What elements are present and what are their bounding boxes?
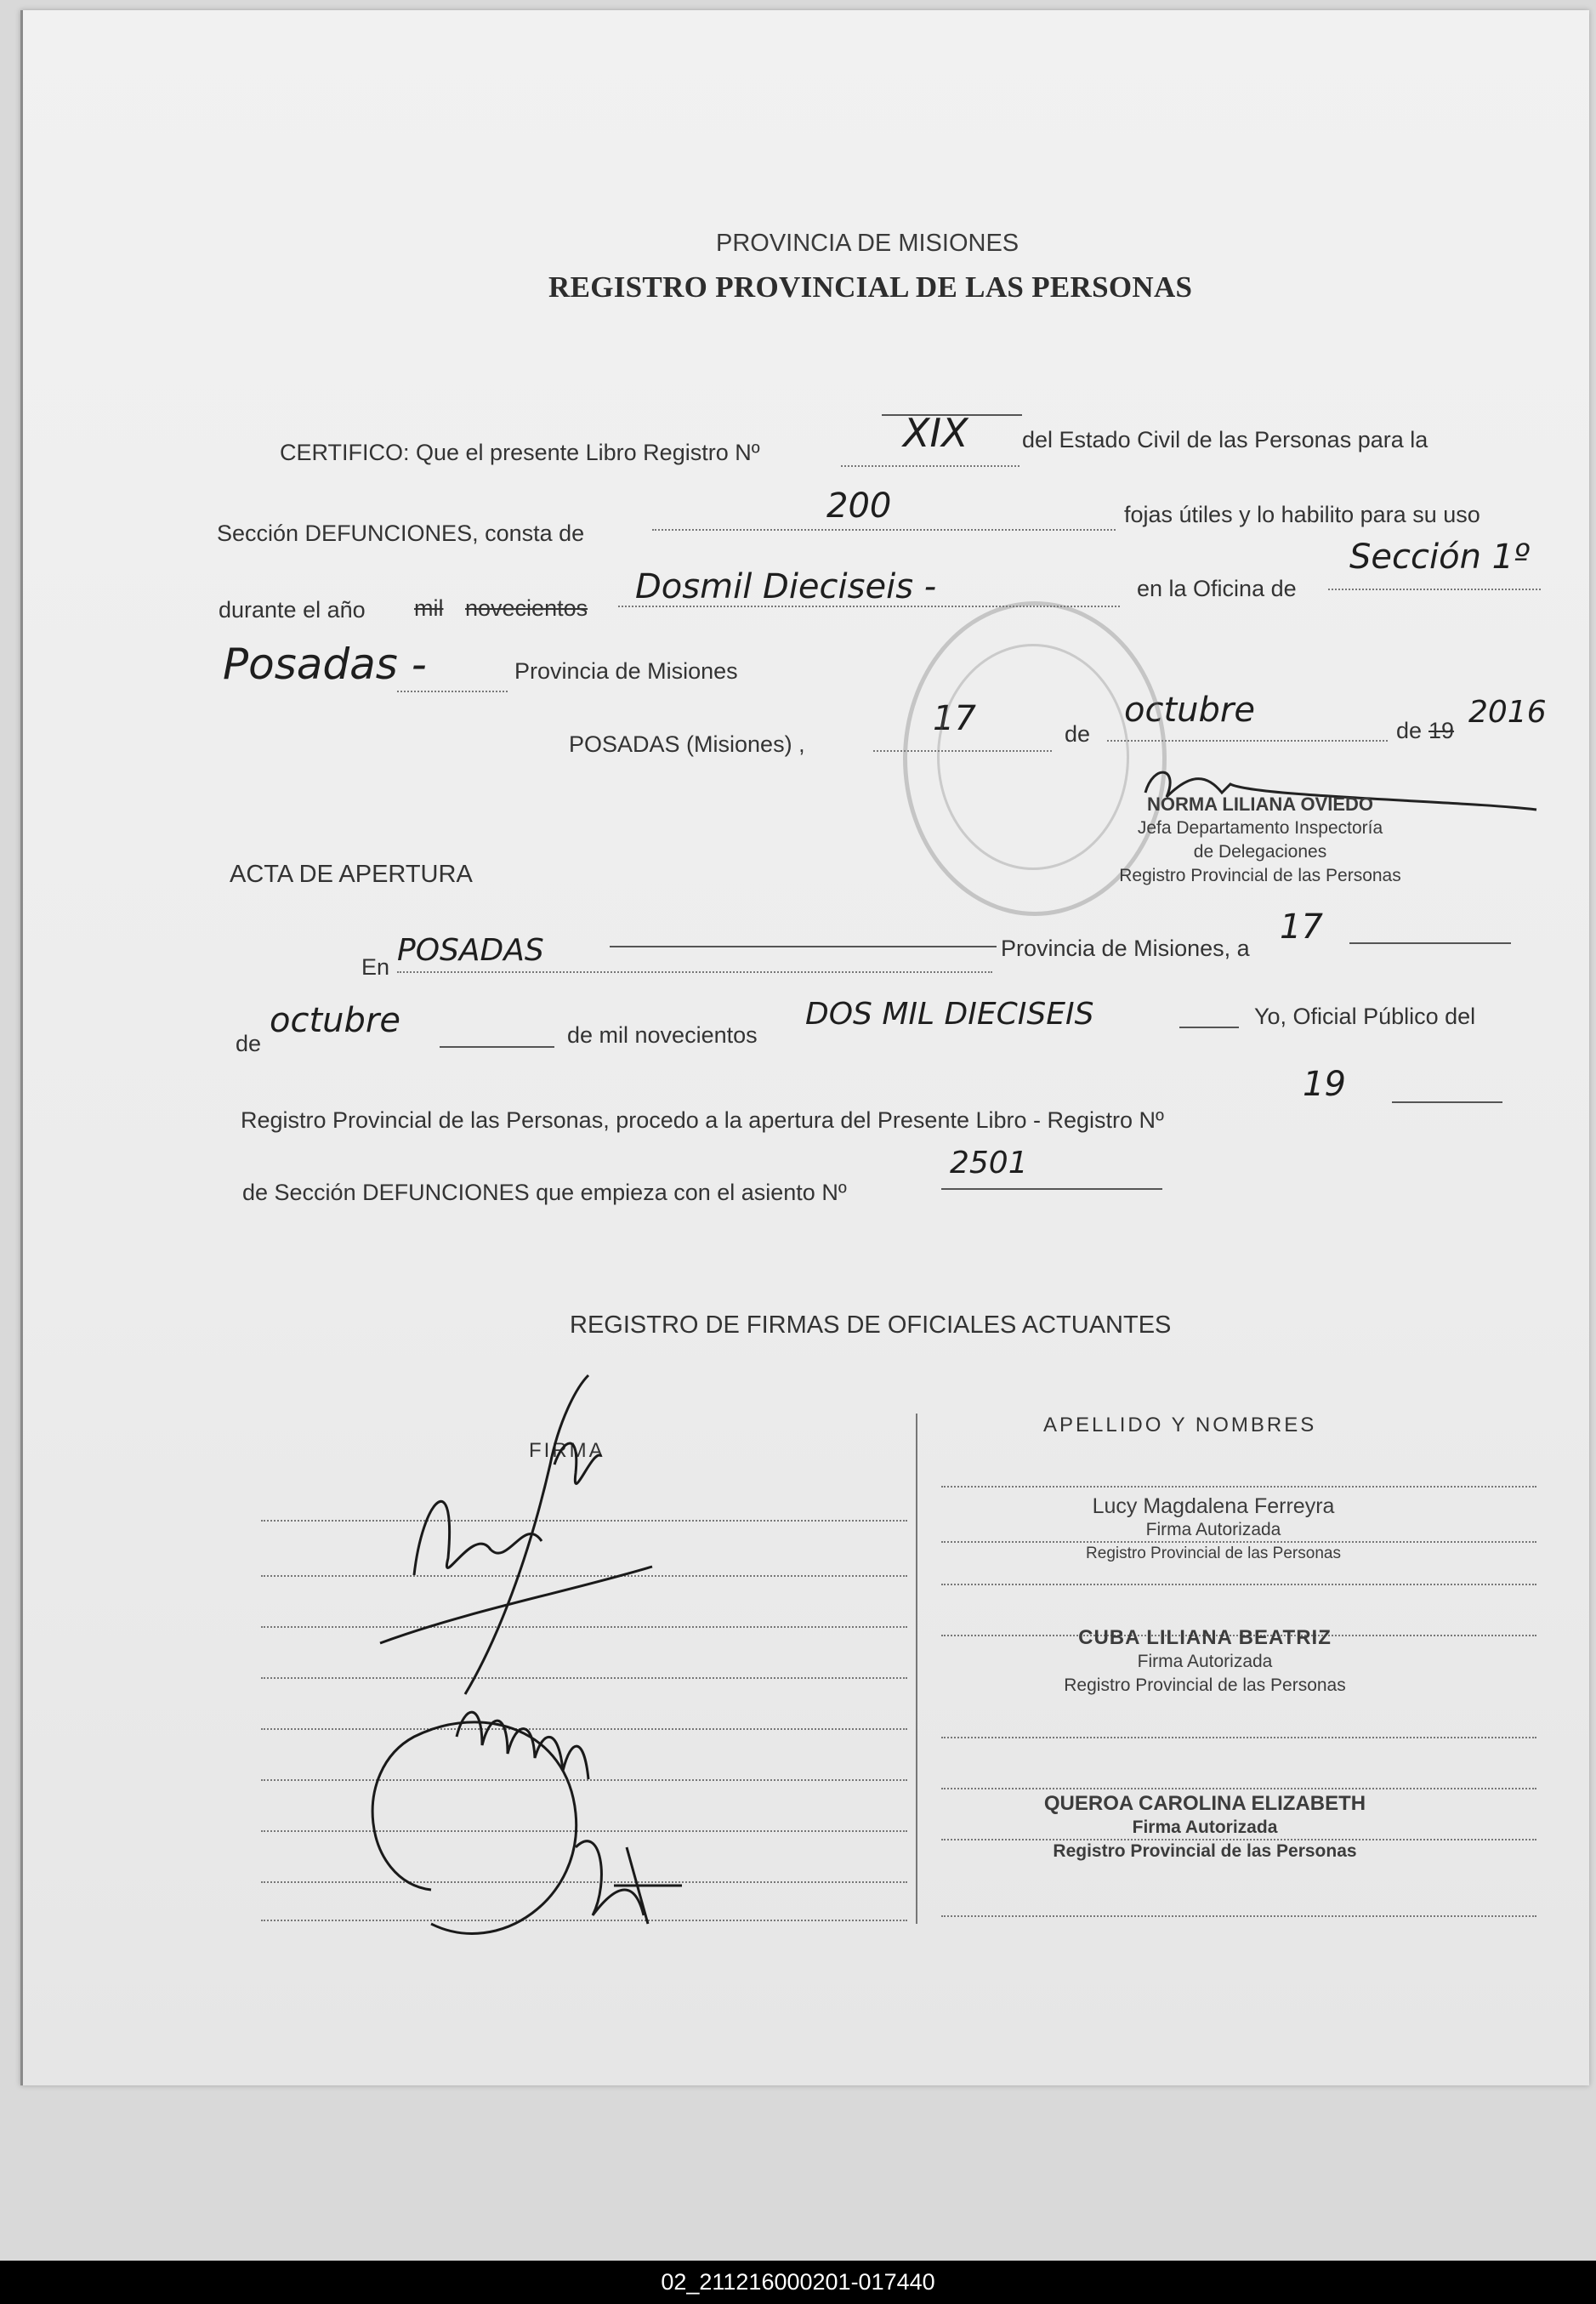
handwritten-section: Sección 1º [1349,538,1530,577]
certifico-line2-pre: Sección DEFUNCIONES, consta de [217,521,585,546]
handwritten-month: octubre [1124,691,1255,730]
struck-mil: mil [414,595,444,621]
handwritten-fojas: 200 [826,486,892,526]
underline [1349,942,1511,944]
signer-registry: Registro Provincial de las Personas [1064,1675,1346,1695]
acta-line3-pre: Registro Provincial de las Personas, procedo a la apertura del Presente Libro - Registro Nº [241,1107,1164,1133]
handwritten-posadas-caps: POSADAS [397,933,544,968]
col-nombres: APELLIDO Y NOMBRES [1043,1414,1317,1436]
firmas-title: REGISTRO DE FIRMAS DE OFICIALES ACTUANTES [570,1311,1172,1339]
handwritten-asiento: 2501 [950,1146,1028,1180]
date-de: de [1065,721,1091,747]
signer-name: QUEROA CAROLINA ELIZABETH [1043,1792,1366,1815]
handwritten-registro-number: 19 [1303,1065,1346,1104]
signer-registry: Registro Provincial de las Personas [1053,1841,1357,1861]
underline [610,946,997,947]
registry-heading: REGISTRO PROVINCIAL DE LAS PERSONAS [548,270,1193,304]
oviedo-dept: de Delegaciones [1193,842,1327,862]
signer-name: CUBA LILIANA BEATRIZ [1078,1626,1332,1649]
nombre-line [941,1584,1536,1585]
handwritten-year-words: Dosmil Dieciseis - [635,567,937,606]
handwritten-libro-number: XIX [903,410,968,456]
date-place: POSADAS (Misiones) , [569,731,805,757]
blank-line [397,971,992,973]
certifico-line2-post: fojas útiles y lo habilito para su uso [1124,502,1480,527]
officials-signatures [346,1371,822,1966]
signer-stamp [1026,1626,1383,1698]
handwritten-year: 2016 [1468,695,1547,730]
col-firma: FIRMA [529,1439,605,1462]
certifico-line4-post: Provincia de Misiones [514,658,738,684]
signer-title: Firma Autorizada [1145,1520,1281,1539]
scan-id-footer: 02_211216000201-017440 [0,2261,1596,2304]
certifico-line1-pre: CERTIFICO: Que el presente Libro Registro Nº [280,440,760,465]
handwritten-day: 17 [933,699,976,738]
nombre-line [941,1915,1536,1917]
handwritten-day-acta: 17 [1280,907,1323,947]
signer-title: Firma Autorizada [1132,1818,1278,1837]
acta-line1-post: Provincia de Misiones, a [1001,936,1250,961]
nombre-line [941,1788,1536,1789]
blank-line [1328,589,1541,590]
handwritten-month-acta: octubre [270,1001,400,1040]
acta-line2-mid: de mil novecientos [567,1022,758,1048]
round-seal-inner [937,644,1129,870]
document-page [20,10,1589,2085]
underline [1392,1101,1502,1103]
acta-line1-pre: En [361,954,390,980]
signer-registry: Registro Provincial de las Personas [1086,1545,1341,1562]
struck-novecientos: novecientos [465,595,588,621]
underline [941,1188,1162,1190]
acta-title: ACTA DE APERTURA [230,861,473,888]
struck-19: 19 [1428,718,1455,743]
date-de2: de [1396,718,1423,743]
acta-line2-pre: de [236,1031,262,1056]
underline [882,414,1022,416]
acta-line4-pre: de Sección DEFUNCIONES que empieza con el asiento Nº [242,1180,847,1205]
blank-line [652,529,1116,531]
acta-line2-post: Yo, Oficial Público del [1254,1004,1476,1029]
blank-line [397,691,508,692]
handwritten-year-acta: DOS MIL DIECISEIS [805,997,1094,1032]
oviedo-title: Jefa Departamento Inspectoría [1137,818,1383,838]
blank-line [841,465,1020,467]
signer-name: Lucy Magdalena Ferreyra [1092,1494,1335,1518]
signer-title: Firma Autorizada [1137,1652,1273,1671]
column-divider [916,1414,917,1924]
signer-stamp [1026,1792,1383,1863]
oviedo-registry: Registro Provincial de las Personas [1119,866,1401,885]
oviedo-stamp [1111,793,1409,888]
nombre-line [941,1737,1536,1738]
province-heading: PROVINCIA DE MISIONES [716,230,1020,257]
underline [1179,1027,1239,1028]
certifico-line3-mid: en la Oficina de [1137,576,1297,601]
underline [440,1046,554,1048]
certifico-line1-post: del Estado Civil de las Personas para la [1022,427,1428,452]
oviedo-name: NORMA LILIANA OVIEDO [1146,794,1374,815]
nombre-line [941,1486,1536,1488]
handwritten-posadas: Posadas - [223,640,427,689]
certifico-line3-pre: durante el año [219,597,366,623]
signer-stamp [1060,1494,1366,1566]
